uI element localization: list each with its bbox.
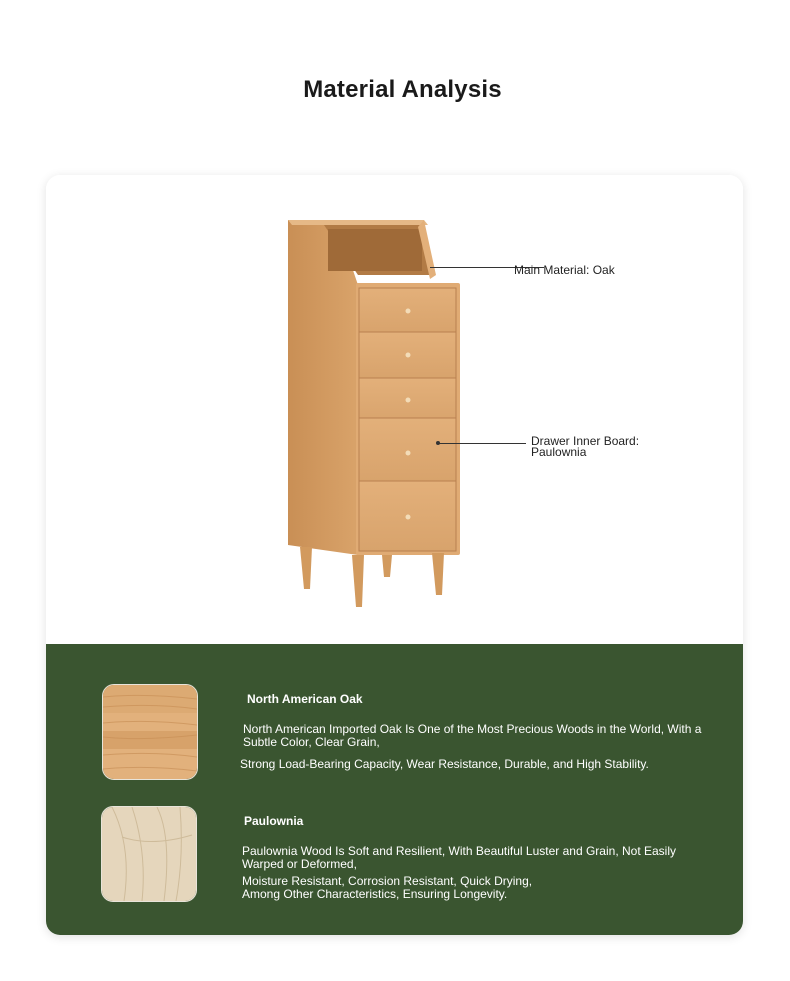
materials-panel: [46, 644, 743, 935]
drawer-board-callout-line: [438, 443, 526, 444]
paulownia-description-line2: Warped or Deformed,: [242, 857, 357, 871]
material-card: [46, 175, 743, 935]
drawer-board-label-line2: Paulownia: [531, 445, 587, 459]
product-image-area: [46, 175, 743, 644]
oak-description-line3: Strong Load-Bearing Capacity, Wear Resistance, Durable, and High Stability.: [240, 757, 649, 771]
oak-description-line2: Subtle Color, Clear Grain,: [243, 735, 380, 749]
tall-drawer-cabinet-image: [46, 175, 743, 644]
paulownia-description-line1: Paulownia Wood Is Soft and Resilient, With Beautiful Luster and Grain, Not Easily: [242, 844, 676, 858]
main-material-label: Main Material: Oak: [514, 263, 615, 277]
drawer-board-label-line1: Drawer Inner Board:: [531, 434, 640, 448]
paulownia-description-line4: Among Other Characteristics, Ensuring Longevity.: [242, 887, 508, 901]
oak-description-line1: North American Imported Oak Is One of the Most Precious Woods in the World, With a: [243, 722, 702, 736]
page-title: Material Analysis: [303, 76, 502, 103]
oak-grain-image: [103, 685, 197, 779]
oak-name: North American Oak: [247, 692, 363, 706]
paulownia-grain-image: [102, 807, 196, 901]
oak-wood-swatch: [102, 684, 198, 780]
paulownia-name: Paulownia: [244, 814, 304, 828]
paulownia-wood-swatch: [101, 806, 197, 902]
paulownia-description-line3: Moisture Resistant, Corrosion Resistant, Quick Drying,: [242, 874, 533, 888]
